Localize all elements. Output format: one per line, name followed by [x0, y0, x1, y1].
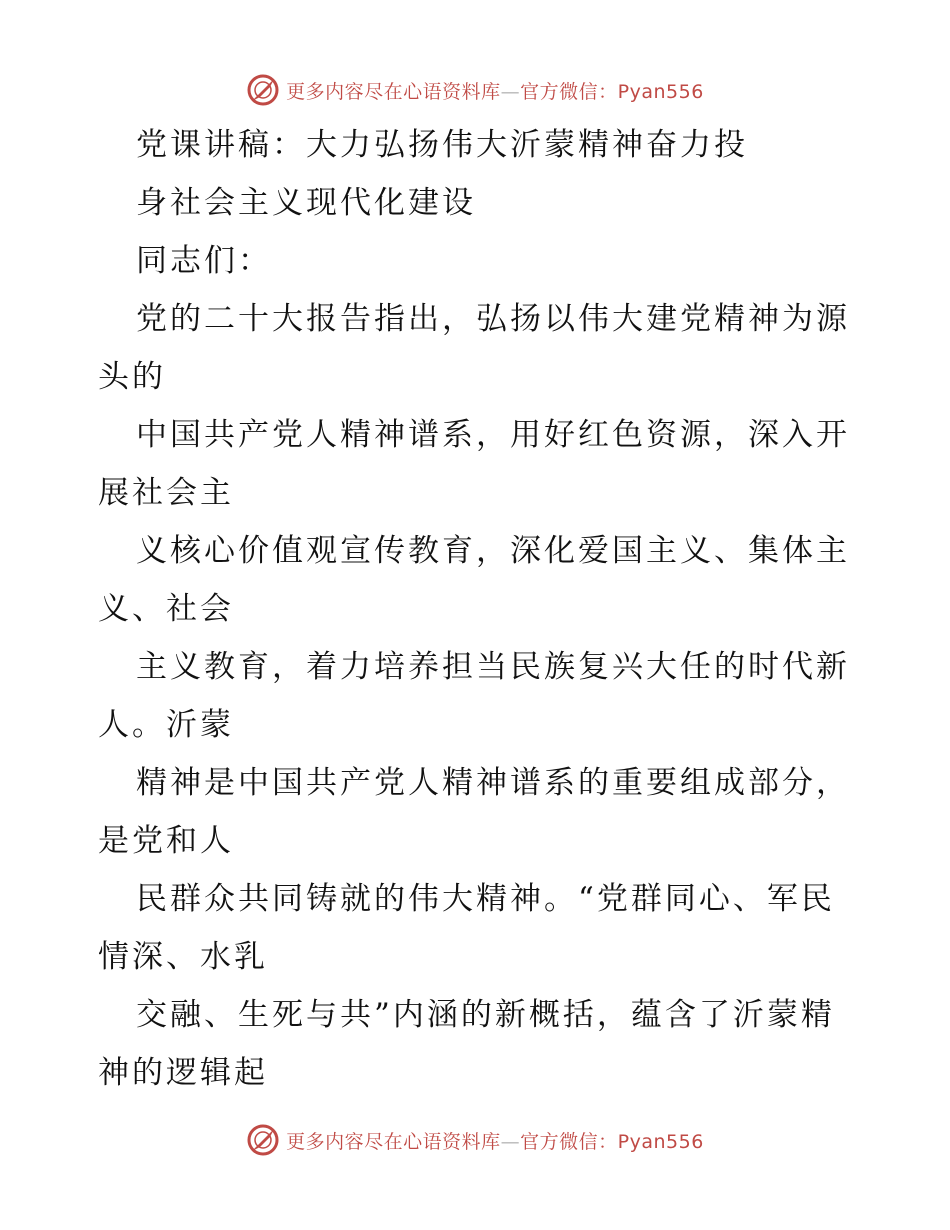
title-line-2: 身社会主义现代化建设 [136, 185, 476, 221]
paragraph-line: 是党和人 [98, 823, 234, 859]
paragraph-line: 民群众共同铸就的伟大精神。“党群同心、军民 [136, 881, 835, 917]
salutation: 同志们： [136, 243, 272, 279]
watermark-text: 更多内容尽在心语资料库—官方微信：Pyan556 [286, 1130, 704, 1153]
quill-logo-icon [246, 1123, 280, 1157]
paragraph-line: 主义教育，着力培养担当民族复兴大任的时代新 [136, 649, 850, 685]
paragraph-line: 人。沂蒙 [98, 707, 234, 743]
document-body [98, 116, 888, 1102]
paragraph-line: 义、社会 [98, 591, 234, 627]
paragraph-line: 情深、水乳 [98, 939, 268, 975]
paragraph-line: 神的逻辑起 [98, 1055, 268, 1091]
paragraph-line: 交融、生死与共”内涵的新概括，蕴含了沂蒙精 [136, 997, 835, 1033]
paragraph-line: 党的二十大报告指出，弘扬以伟大建党精神为源 [136, 301, 850, 337]
watermark-text: 更多内容尽在心语资料库—官方微信：Pyan556 [286, 80, 704, 103]
paragraph-line: 中国共产党人精神谱系，用好红色资源，深入开 [136, 417, 850, 453]
header-watermark [0, 70, 950, 110]
quill-logo-icon [246, 73, 280, 107]
footer-watermark [0, 1120, 950, 1160]
paragraph-line: 展社会主 [98, 475, 234, 511]
paragraph-line: 头的 [98, 359, 166, 395]
paragraph-line: 义核心价值观宣传教育，深化爱国主义、集体主 [136, 533, 850, 569]
title-line-1: 党课讲稿：大力弘扬伟大沂蒙精神奋力投 [136, 127, 748, 163]
paragraph-line: 精神是中国共产党人精神谱系的重要组成部分， [136, 765, 850, 801]
